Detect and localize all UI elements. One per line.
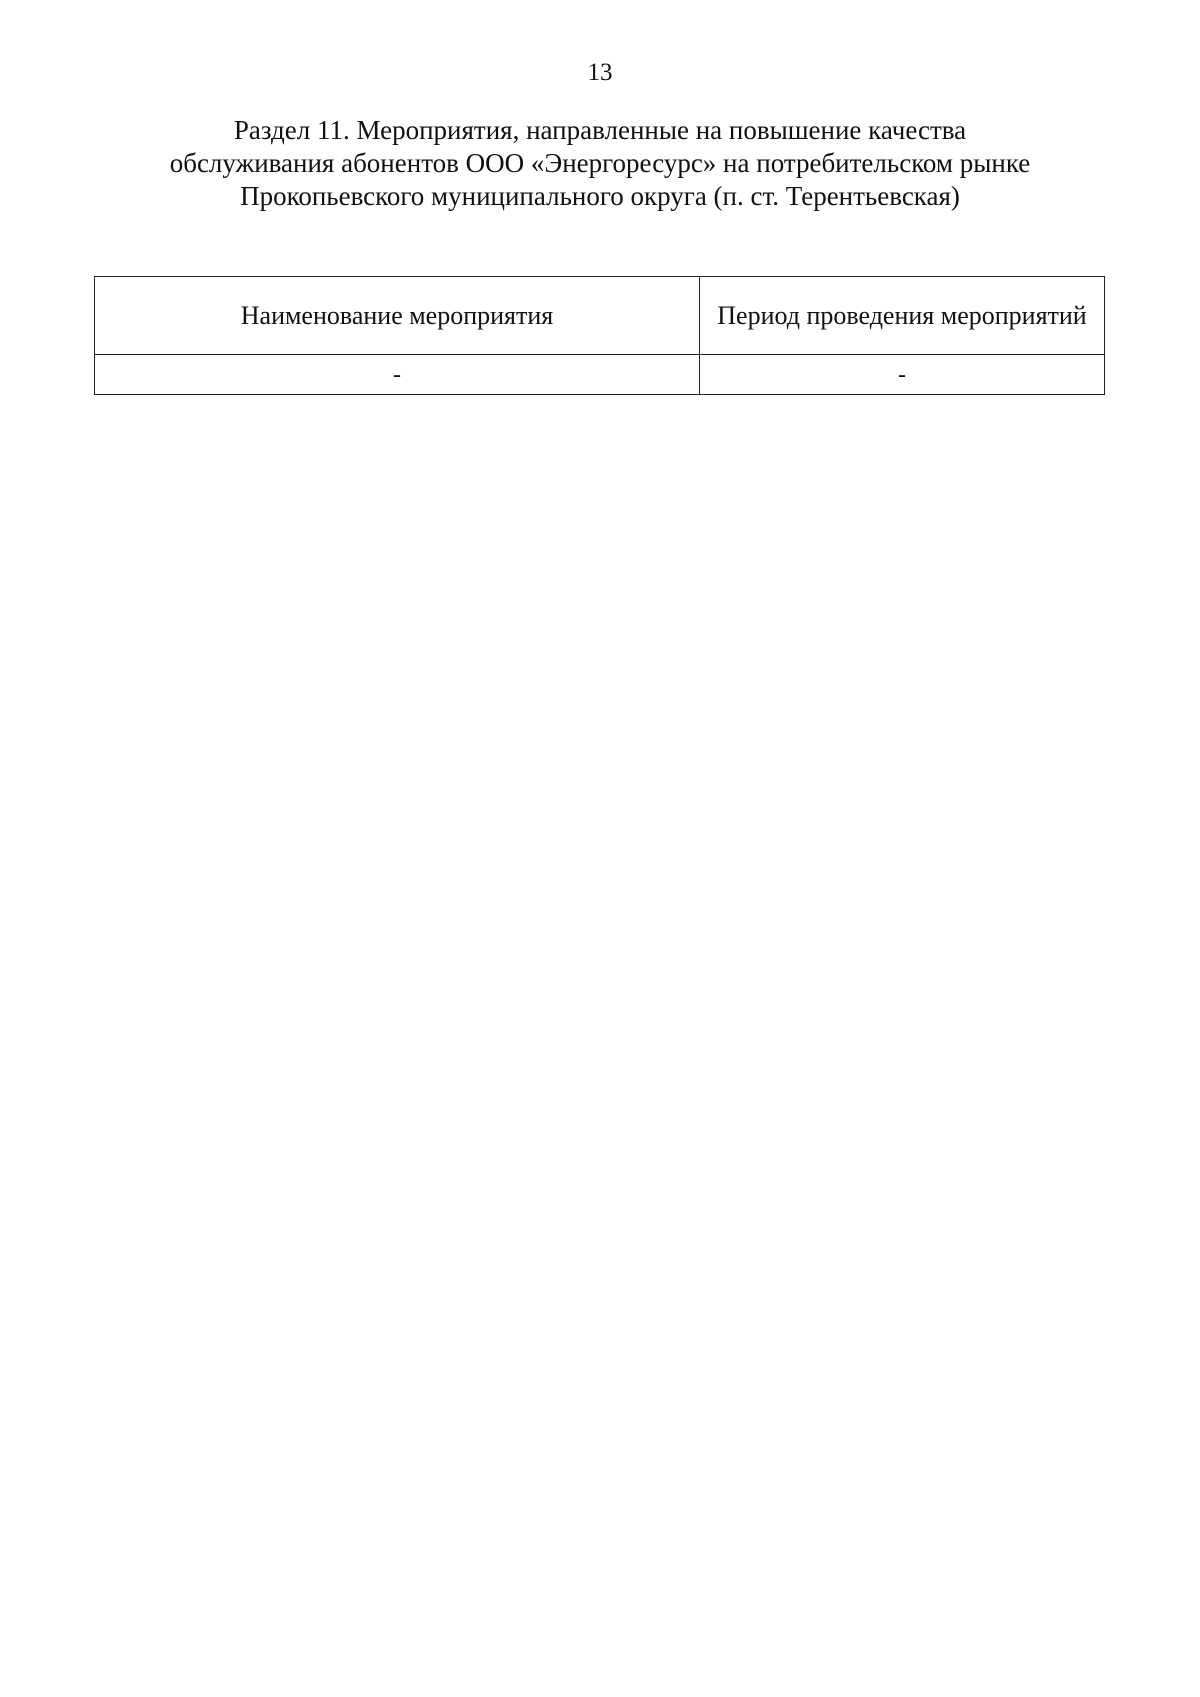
section-title-line-1: Раздел 11. Мероприятия, направленные на повышение качества bbox=[233, 115, 967, 145]
cell-event-period: - bbox=[700, 355, 1105, 395]
header-event-name: Наименование мероприятия bbox=[95, 277, 700, 355]
table-header-row bbox=[95, 277, 1105, 355]
table-row bbox=[95, 355, 1105, 395]
page-number: 13 bbox=[587, 59, 613, 86]
section-title bbox=[100, 114, 1100, 213]
header-event-period: Период проведения мероприятий bbox=[700, 277, 1105, 355]
section-title-line-3: Прокопьевского муниципального округа (п. ст. Терентьевская) bbox=[240, 181, 960, 211]
section-title-line-2: обслуживания абонентов ООО «Энергоресурс» на потребительском рынке bbox=[169, 148, 1031, 178]
events-table bbox=[94, 276, 1105, 395]
cell-event-name: - bbox=[95, 355, 700, 395]
